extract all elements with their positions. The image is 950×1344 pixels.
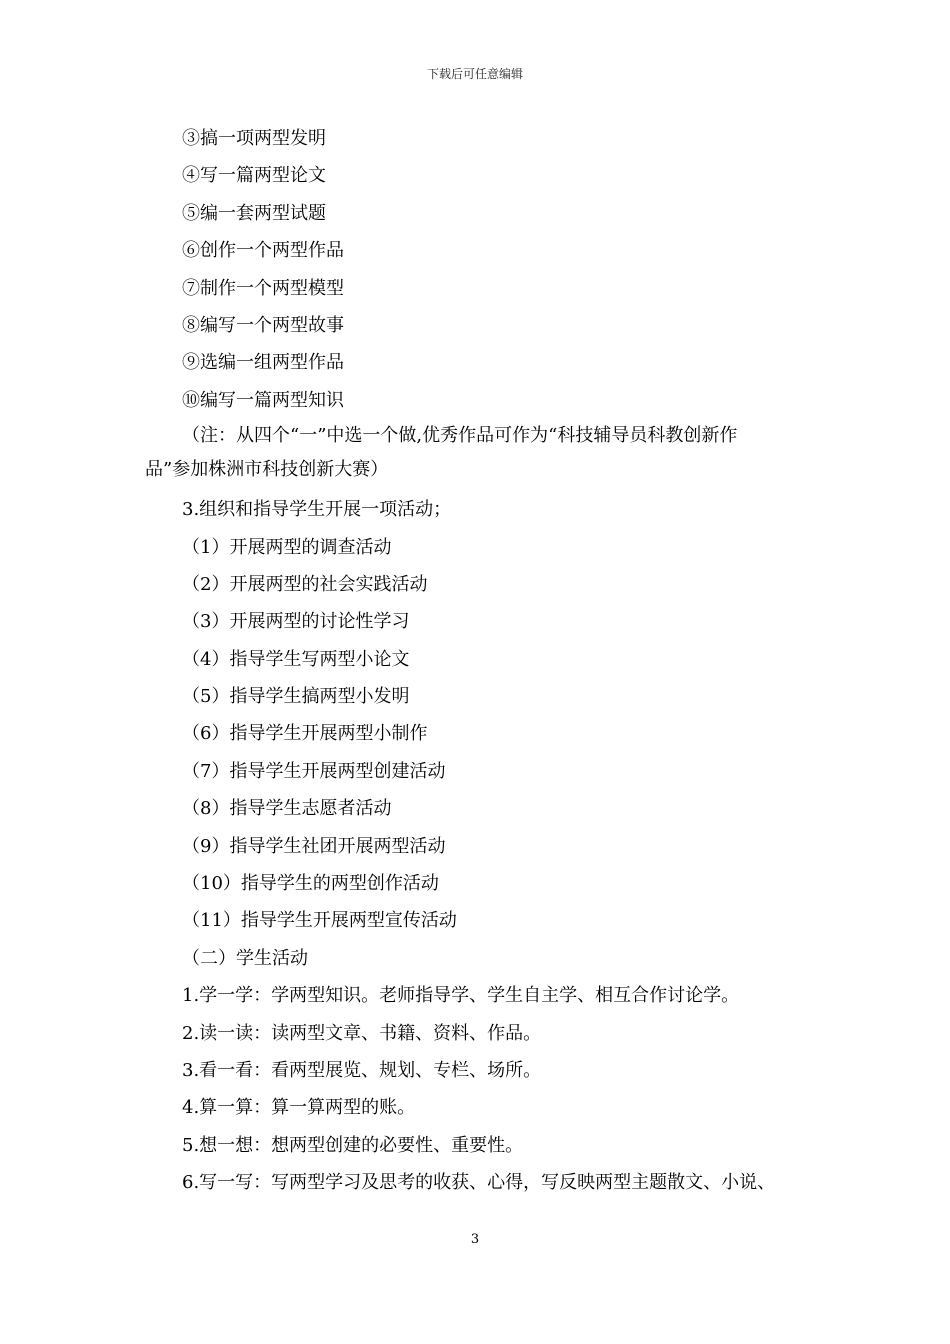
section-heading: （二）学生活动 [182,947,308,969]
list-item: （11）指导学生开展两型宣传活动 [182,910,457,932]
list-item: ⑦制作一个两型模型 [182,277,344,299]
list-item: ⑩编写一篇两型知识 [182,389,344,411]
paragraph: 6.写一写：写两型学习及思考的收获、心得，写反映两型主题散文、小说、 [182,1172,776,1194]
list-item: ⑨选编一组两型作品 [182,352,344,374]
list-item: ⑧编写一个两型故事 [182,314,344,336]
list-item: ⑤编一套两型试题 [182,202,326,224]
paragraph: 2.读一读：读两型文章、书籍、资料、作品。 [182,1022,542,1044]
paragraph: 4.算一算：算一算两型的账。 [182,1097,416,1119]
list-item: （4）指导学生写两型小论文 [182,648,410,670]
list-item: （5）指导学生搞两型小发明 [182,686,410,708]
note-paragraph [145,419,825,487]
note-line-2: 品”参加株洲市科技创新大赛） [145,459,389,481]
list-item: （2）开展两型的社会实践活动 [182,573,428,595]
list-item: ④写一篇两型论文 [182,165,326,187]
list-item: ③搞一项两型发明 [182,128,326,149]
list-item: （6）指导学生开展两型小制作 [182,723,428,745]
document-body [145,120,825,1202]
page-header: 下载后可任意编辑 [426,67,523,81]
list-item: （1）开展两型的调查活动 [182,536,392,558]
paragraph: 3.组织和指导学生开展一项活动； [182,499,452,521]
paragraph: 1.学一学：学两型知识。老师指导学、学生自主学、相互合作讨论学。 [182,985,740,1007]
list-item: （10）指导学生的两型创作活动 [182,873,439,895]
page-number: 3 [470,1232,480,1247]
note-line-1: （注：从四个“一”中选一个做,优秀作品可作为“科技辅导员科教创新作 [182,425,738,447]
paragraph: 5.想一想：想两型创建的必要性、重要性。 [182,1134,524,1156]
list-item: （7）指导学生开展两型创建活动 [182,760,446,782]
list-item: （9）指导学生社团开展两型活动 [182,835,446,857]
list-item: （8）指导学生志愿者活动 [182,798,392,820]
paragraph: 3.看一看：看两型展览、规划、专栏、场所。 [182,1059,542,1081]
list-item: （3）开展两型的讨论性学习 [182,611,410,633]
list-item: ⑥创作一个两型作品 [182,240,344,262]
